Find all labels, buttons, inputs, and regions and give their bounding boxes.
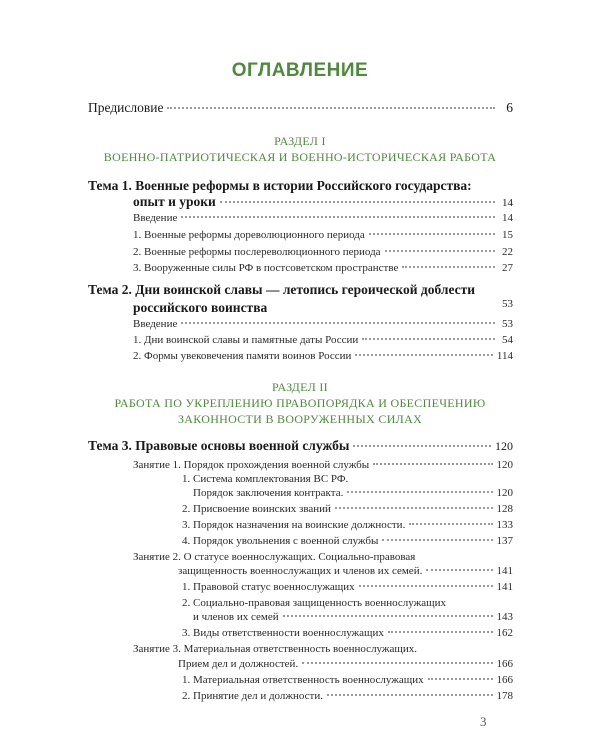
dot-leader — [428, 678, 493, 680]
entry-page: 120 — [496, 459, 513, 471]
dot-leader — [327, 694, 493, 696]
dot-leader — [409, 523, 492, 525]
dot-leader — [388, 631, 493, 633]
page-title: ОГЛАВЛЕНИЕ — [231, 60, 369, 81]
entry-label: 3. Порядок назначения на воинские должности. — [182, 519, 406, 531]
entry-page: 120 — [496, 487, 513, 499]
toc-entry-tema2-line2[interactable]: российского воинства — [133, 300, 268, 315]
entry-label: защищенность военнослужащих и членов их семей. — [178, 565, 423, 577]
section-subtitle-line2: ЗАКОННОСТИ В ВООРУЖЕННЫХ СИЛАХ — [177, 412, 423, 426]
entry-label: 1. Военные реформы дореволюционного периода — [133, 229, 365, 241]
dot-leader — [359, 585, 493, 587]
entry-label: 1. Материальная ответственность военнослужащих — [182, 674, 424, 686]
entry-label: 3. Виды ответственности военнослужащих — [182, 627, 384, 639]
entry-page: 6 — [506, 100, 513, 115]
dot-leader — [369, 233, 495, 235]
dot-leader — [402, 266, 495, 268]
section-subtitle: ВОЕННО-ПАТРИОТИЧЕСКАЯ И ВОЕННО-ИСТОРИЧЕСКАЯ РАБОТА — [103, 150, 497, 164]
toc-entry-z1-item4[interactable] — [182, 535, 513, 547]
dot-leader — [355, 354, 493, 356]
toc-entry-tema2-item1[interactable] — [133, 334, 513, 346]
entry-page: 22 — [502, 246, 513, 258]
entry-page: 120 — [495, 439, 513, 453]
entry-label: 4. Порядок увольнения с военной службы — [182, 535, 379, 547]
entry-page: 128 — [496, 503, 513, 515]
toc-entry-tema1-line1[interactable]: Тема 1. Военные реформы в истории Российского государства: — [88, 178, 472, 193]
toc-entry-z2-item2[interactable] — [193, 611, 513, 623]
toc-entry-z2-item2-line1[interactable]: 2. Социально-правовая защищенность военнослужащих — [182, 597, 446, 609]
toc-entry-tema1-item3[interactable] — [133, 262, 513, 274]
entry-page: 53 — [502, 298, 513, 310]
toc-entry-z1-item2[interactable] — [182, 503, 513, 515]
dot-leader — [302, 662, 492, 664]
toc-entry-z1[interactable] — [133, 459, 513, 471]
toc-entry-z2-line1[interactable]: Занятие 2. О статусе военнослужащих. Социально-правовая — [133, 551, 416, 563]
toc-entry-z2-item1[interactable] — [182, 581, 513, 593]
entry-label: Тема 3. Правовые основы военной службы — [88, 438, 350, 453]
entry-page: 162 — [496, 627, 513, 639]
entry-page: 14 — [502, 212, 513, 224]
entry-label: 3. Вооруженные силы РФ в постсоветском пространстве — [133, 262, 399, 274]
section-heading: РАЗДЕЛ II — [272, 380, 328, 394]
dot-leader — [181, 322, 495, 324]
dot-leader — [167, 107, 495, 109]
entry-page: 133 — [496, 519, 513, 531]
section-subtitle-line1: РАБОТА ПО УКРЕПЛЕНИЮ ПРАВОПОРЯДКА И ОБЕСПЕЧЕНИЮ — [114, 396, 486, 410]
entry-label: 2. Формы увековечения памяти воинов России — [133, 350, 352, 362]
entry-page: 141 — [496, 565, 513, 577]
dot-leader — [426, 569, 492, 571]
dot-leader — [181, 216, 495, 218]
entry-label: 1. Правовой статус военнослужащих — [182, 581, 355, 593]
toc-entry-z1-item3[interactable] — [182, 519, 513, 531]
entry-label: опыт и уроки — [133, 194, 216, 209]
toc-entry-z1-item1-line1[interactable]: 1. Система комплектования ВС РФ. — [182, 473, 349, 485]
entry-page: 178 — [496, 690, 513, 702]
entry-label: Предисловие — [88, 100, 164, 115]
dot-leader — [373, 463, 492, 465]
entry-label: Прием дел и должностей. — [178, 658, 299, 670]
entry-page: 137 — [496, 535, 513, 547]
dot-leader — [385, 250, 495, 252]
dot-leader — [382, 539, 492, 541]
entry-page: 114 — [496, 350, 513, 362]
entry-label: Введение — [133, 318, 178, 330]
toc-entry-z3[interactable] — [178, 658, 513, 670]
toc-entry-z1-item1[interactable] — [193, 487, 513, 499]
entry-label: 2. Принятие дел и должности. — [182, 690, 323, 702]
toc-entry-z2[interactable] — [178, 565, 513, 577]
entry-page: 27 — [502, 262, 513, 274]
entry-label: Введение — [133, 212, 178, 224]
entry-page: 166 — [496, 658, 513, 670]
toc-entry-z3-item1[interactable] — [182, 674, 513, 686]
toc-entry-tema2-page[interactable] — [133, 298, 513, 310]
entry-page: 15 — [502, 229, 513, 241]
toc-entry-z2-item3[interactable] — [182, 627, 513, 639]
toc-entry-tema2-line1[interactable]: Тема 2. Дни воинской славы — летопись героической доблести — [88, 282, 476, 297]
entry-label: Занятие 1. Порядок прохождения военной службы — [133, 459, 370, 471]
toc-entry-z3-line1[interactable]: Занятие 3. Материальная ответственность военнослужащих. — [133, 643, 418, 655]
toc-entry-tema1-item2[interactable] — [133, 246, 513, 258]
dot-leader — [335, 507, 493, 509]
toc-entry-tema1[interactable] — [133, 194, 513, 210]
entry-label: 2. Присвоение воинских званий — [182, 503, 331, 515]
dot-leader — [220, 201, 495, 203]
dot-leader — [283, 615, 493, 617]
toc-entry-z3-item2[interactable] — [182, 690, 513, 702]
section-heading: РАЗДЕЛ I — [274, 134, 326, 148]
toc-entry-tema3[interactable] — [88, 438, 513, 454]
toc-entry-preface[interactable] — [88, 100, 513, 116]
entry-page: 53 — [502, 318, 513, 330]
toc-entry-tema1-item1[interactable] — [133, 229, 513, 241]
entry-label: 1. Дни воинской славы и памятные даты России — [133, 334, 359, 346]
entry-page: 143 — [496, 611, 513, 623]
entry-label: Порядок заключения контракта. — [193, 487, 344, 499]
entry-page: 14 — [502, 197, 513, 209]
toc-entry-tema2-item2[interactable] — [133, 350, 513, 362]
page-number: 3 — [480, 714, 487, 729]
dot-leader — [353, 445, 491, 447]
dot-leader — [362, 338, 495, 340]
entry-label: 2. Военные реформы послереволюционного периода — [133, 246, 381, 258]
entry-page: 166 — [496, 674, 513, 686]
toc-entry-tema2-intro[interactable] — [133, 318, 513, 330]
entry-label: и членов их семей — [193, 611, 279, 623]
dot-leader — [347, 491, 492, 493]
entry-page: 141 — [496, 581, 513, 593]
toc-entry-tema1-intro[interactable] — [133, 212, 513, 224]
entry-page: 54 — [502, 334, 513, 346]
